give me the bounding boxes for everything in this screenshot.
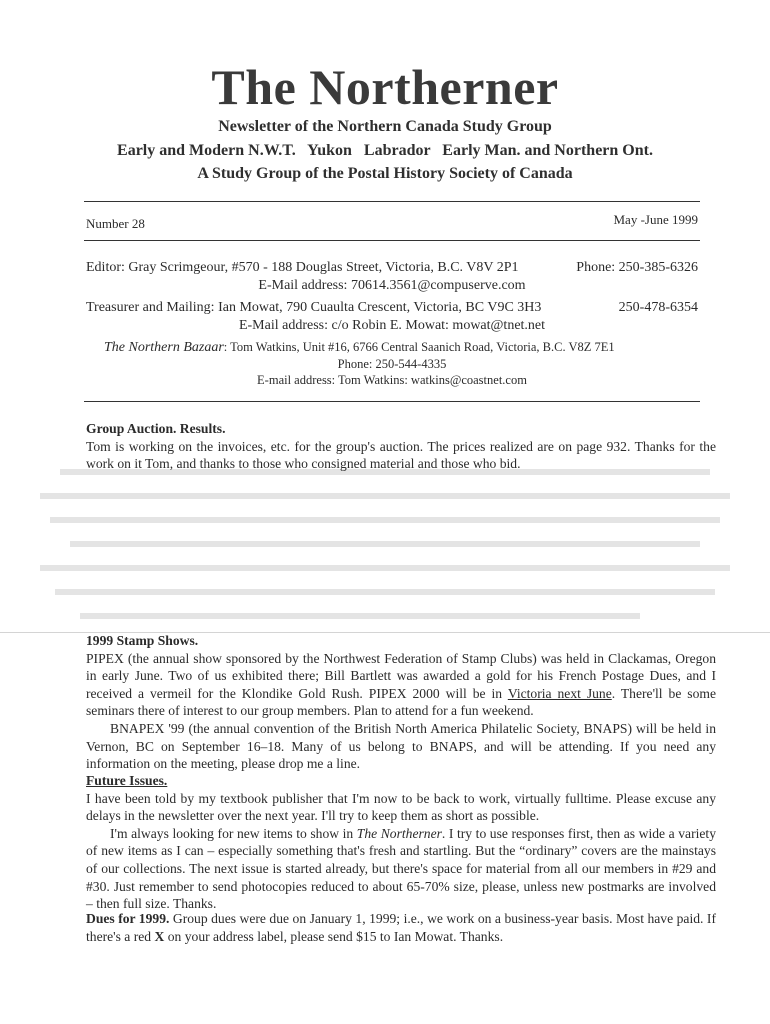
shows-p1-underlined: Victoria next June — [507, 685, 612, 701]
newsletter-title: The Northerner — [211, 59, 559, 115]
treasurer-phone: 250-478-6354 — [618, 300, 698, 315]
shows-paragraph-1 — [86, 650, 716, 720]
future-heading: Future Issues. — [86, 773, 168, 788]
editor-phone: Phone: 250-385-6326 — [576, 260, 698, 275]
editor-email: E-Mail address: 70614.3561@compuserve.com — [258, 278, 526, 293]
bleed-through-lines — [40, 460, 730, 635]
bazaar-email: E-mail address: Tom Watkins: watkins@coastnet.com — [257, 373, 527, 387]
header-rule-top — [84, 201, 700, 202]
newsletter-subtitle: Newsletter of the Northern Canada Study Group — [218, 118, 552, 135]
bazaar-phone: Phone: 250-544-4335 — [337, 357, 447, 371]
shows-paragraph-2: BNAPEX '99 (the annual convention of the British North America Philatelic Society, BNAPS) will be held in Vernon, BC on September 16–18. Many of us belong to BNAPS, and will be attending. If you need any information on the meeting, please drop me a line. — [86, 720, 716, 772]
regions-line: Early and Modern N.W.T. Yukon Labrador Early Man. and Northern Ont. — [117, 142, 653, 159]
issue-number: Number 28 — [86, 216, 145, 231]
auction-section — [86, 420, 716, 473]
bleed-through-texture — [40, 460, 730, 635]
shows-heading: 1999 Stamp Shows. — [86, 633, 199, 648]
future-section — [86, 772, 716, 913]
shows-section — [86, 632, 716, 773]
dues-section — [86, 910, 716, 945]
future-p2-title: The Northerner — [356, 825, 442, 841]
contacts-rule — [84, 401, 700, 402]
future-paragraph-1: I have been told by my textbook publisher that I'm now to be back to work, virtually fulltime. Please excuse any delays in the newsletter over the next year. I'll try to keep them as short as possible. — [86, 790, 716, 824]
future-p2-text: I'm always looking for new items to show in — [110, 825, 357, 841]
bazaar-address: : Tom Watkins, Unit #16, 6766 Central Saanich Road, Victoria, B.C. V8Z 7E1 — [223, 340, 615, 354]
bazaar-line — [104, 340, 615, 356]
future-paragraph-2 — [86, 825, 716, 913]
dues-x-mark: X — [154, 928, 165, 944]
bazaar-title: The Northern Bazaar — [104, 340, 224, 355]
auction-heading: Group Auction. Results. — [86, 421, 226, 436]
dues-body: Group dues were due on January 1, 1999; i.e., we work on a business-year basis. Most have paid. If there's a red — [86, 911, 716, 944]
editor-address: Editor: Gray Scrimgeour, #570 - 188 Douglas Street, Victoria, B.C. V8V 2P1 — [86, 260, 519, 275]
shows-p1-text: PIPEX (the annual show sponsored by the Northwest Federation of Stamp Clubs) was held in Clackamas, Oregon in early June. Two of us exhibited there; Bill Bartlett was awarded a gold for his French Postage Dues, and I received a vermeil for the Klondike Gold Rush. PIPEX 2000 will be in — [86, 650, 716, 701]
header-rule-bottom — [84, 240, 700, 241]
society-line: A Study Group of the Postal History Society of Canada — [197, 165, 573, 182]
dues-body-end: on your address label, please send $15 to Ian Mowat. Thanks. — [164, 928, 504, 944]
treasurer-address: Treasurer and Mailing: Ian Mowat, 790 Cuaulta Crescent, Victoria, BC V9C 3H3 — [86, 300, 542, 315]
auction-body: Tom is working on the invoices, etc. for the group's auction. The prices realized are on page 932. Thanks for the work on it Tom, and thanks to those who consigned material and those who bid. — [86, 438, 716, 472]
dues-heading: Dues for 1999. — [86, 911, 170, 926]
treasurer-email: E-Mail address: c/o Robin E. Mowat: mowat@tnet.net — [238, 318, 546, 333]
issue-date: May -June 1999 — [613, 212, 698, 227]
future-p2-text-end: . I try to use responses first, then as wide a variety of new items as I can – especially something that's fresh and startling. But the “ordinary” covers are the mainstays of our collections. The next issue is started already, but there's space for material from all our members in #29 and #30. Just remember to send photocopies reduced to about 65-70% size, please, unless new postmarks are involved – then full size. Thanks. — [86, 825, 717, 912]
shows-p1-text-end: . There'll be some seminars there of interest to our group members. Plan to attend for a fun weekend. — [86, 685, 716, 719]
